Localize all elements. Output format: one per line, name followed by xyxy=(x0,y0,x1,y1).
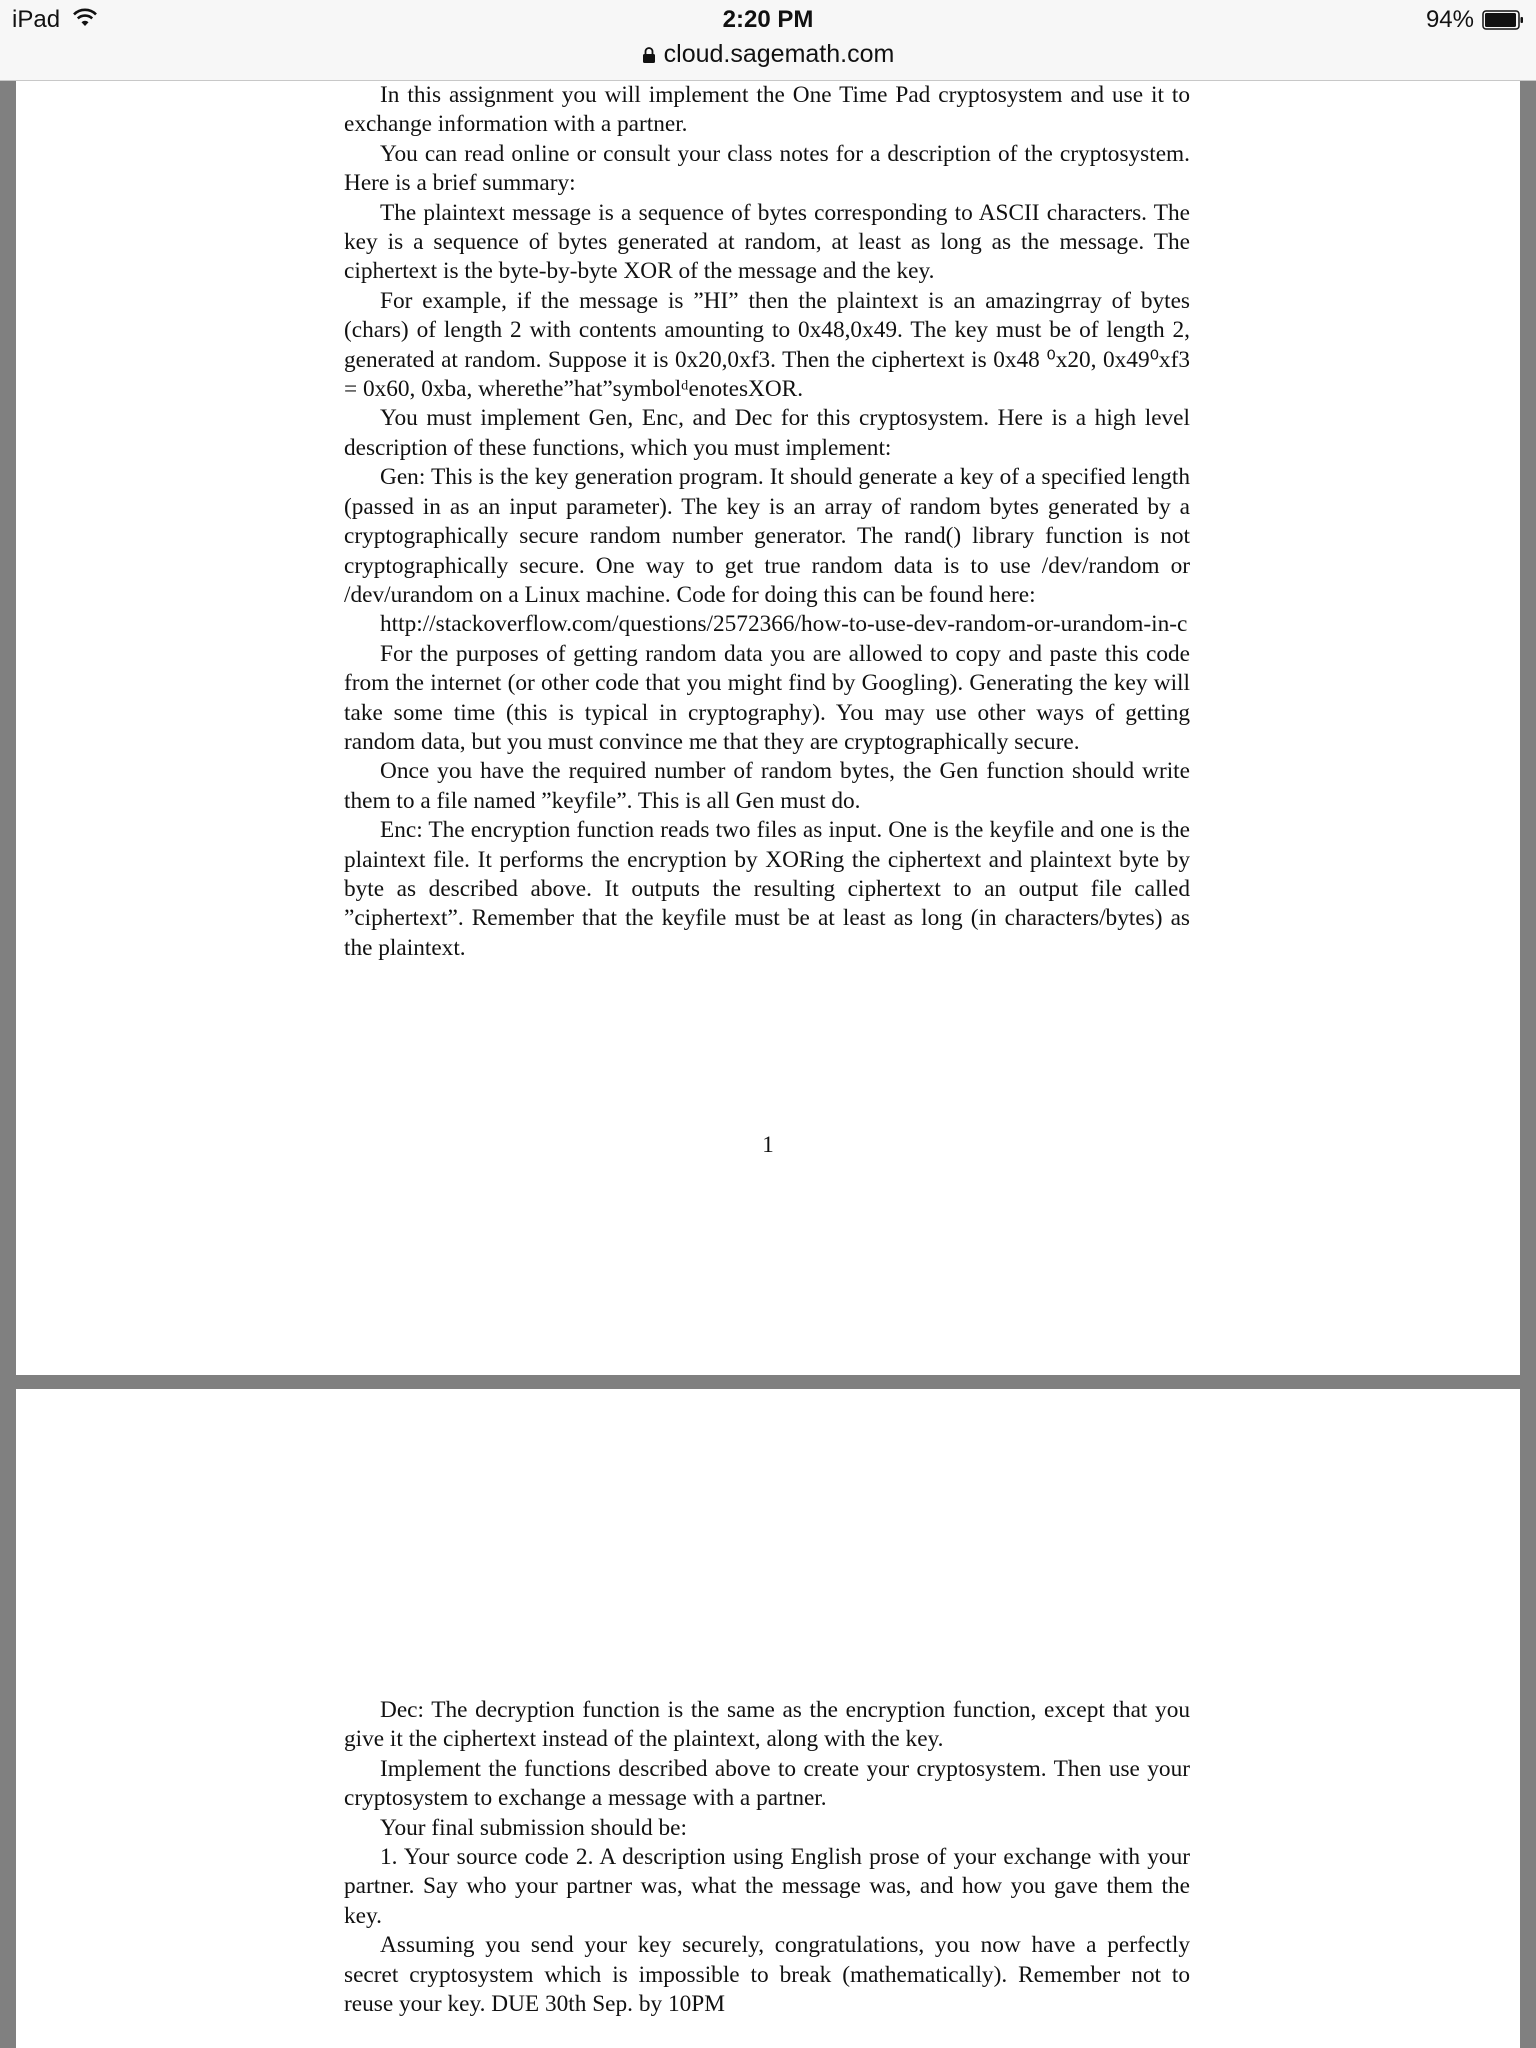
paragraph: Dec: The decryption function is the same as the encryption function, except that you give it the ciphertext instead of the plaintext, along with the key. xyxy=(344,1697,1190,1753)
address-bar[interactable] xyxy=(0,40,1536,69)
lock-icon xyxy=(642,46,656,64)
paragraph: In this assignment you will implement the One Time Pad cryptosystem and use it to exchange information with a partner. xyxy=(344,82,1190,138)
paragraph: Implement the functions described above to create your cryptosystem. Then use your cryptosystem to exchange a message with a partner. xyxy=(344,1755,1190,1812)
document-page-2 xyxy=(16,1389,1520,2048)
link-text: http://stackoverflow.com/questions/2572366/how-to-use-dev-random-or-urandom-in-c xyxy=(380,611,1188,638)
status-bar xyxy=(0,0,1536,81)
paragraph: Once you have the required number of random bytes, the Gen function should write them to a file named ”keyfile”. This is all Gen must do. xyxy=(344,758,1190,814)
paragraph: You must implement Gen, Enc, and Dec for this cryptosystem. Here is a high level description of these functions, which you must implement: xyxy=(344,405,1190,461)
device-name: iPad xyxy=(12,6,61,33)
battery-icon xyxy=(1482,10,1524,30)
paragraph: Gen: This is the key generation program. It should generate a key of a specified length (passed in as an input parameter). The key is an array of random bytes generated by a cryptographically secure random number generator. The rand() library function is not cryptographically secure. One way to get true random data is to use /dev/random or /dev/urandom on a Linux machine. Code for doing this can be found here: xyxy=(344,464,1190,608)
paragraph: Assuming you send your key securely, congratulations, you now have a perfectly secret cryptosystem which is impossible to break (mathematically). Remember not to reuse your key. DUE 30th Sep. by 10PM xyxy=(344,1932,1190,2018)
page-2-text xyxy=(344,1696,1190,2019)
page-1-text xyxy=(344,81,1190,963)
document-page-1 xyxy=(16,81,1520,1375)
paragraph: For example, if the message is ”HI” then the plaintext is an amazingrray of bytes (chars) of length 2 with contents amounting to 0x48,0x49. The key must be of length 2, generated at random. Suppose it is 0x20,0xf3. Then the ciphertext is 0x48 ⁰x20, 0x49⁰xf3 = 0x60, 0xba, wherethe”hat”symbolᵈenotesXOR. xyxy=(344,287,1190,403)
reference-link[interactable] xyxy=(344,610,1190,639)
paragraph: 1. Your source code 2. A description using English prose of your exchange with your partner. Say who your partner was, what the message was, and how you gave them the key. xyxy=(344,1844,1190,1929)
clock: 2:20 PM xyxy=(722,6,814,33)
battery-percent: 94% xyxy=(1425,6,1474,33)
page-number: 1 xyxy=(762,1132,774,1157)
paragraph: Enc: The encryption function reads two files as input. One is the keyfile and one is the plaintext file. It performs the encryption by XORing the ciphertext and plaintext byte by byte as described above. It outputs the resulting ciphertext to an output file called ”ciphertext”. Remember that the keyfile must be at least as long (in characters/bytes) as the plaintext. xyxy=(344,817,1190,961)
url-text: cloud.sagemath.com xyxy=(663,40,895,68)
paragraph: You can read online or consult your class notes for a description of the cryptosystem. Here is a brief summary: xyxy=(344,140,1190,197)
paragraph: Your final submission should be: xyxy=(380,1814,687,1841)
paragraph: The plaintext message is a sequence of bytes corresponding to ASCII characters. The key is a sequence of bytes generated at random, at least as long as the message. The ciphertext is the byte-by-byte XOR of the message and the key. xyxy=(344,199,1190,285)
paragraph: For the purposes of getting random data you are allowed to copy and paste this code from the internet (or other code that you might find by Googling). Generating the key will take some time (this is typical in cryptography). You may use other ways of getting random data, but you must convince me that they are cryptographically secure. xyxy=(344,640,1190,755)
